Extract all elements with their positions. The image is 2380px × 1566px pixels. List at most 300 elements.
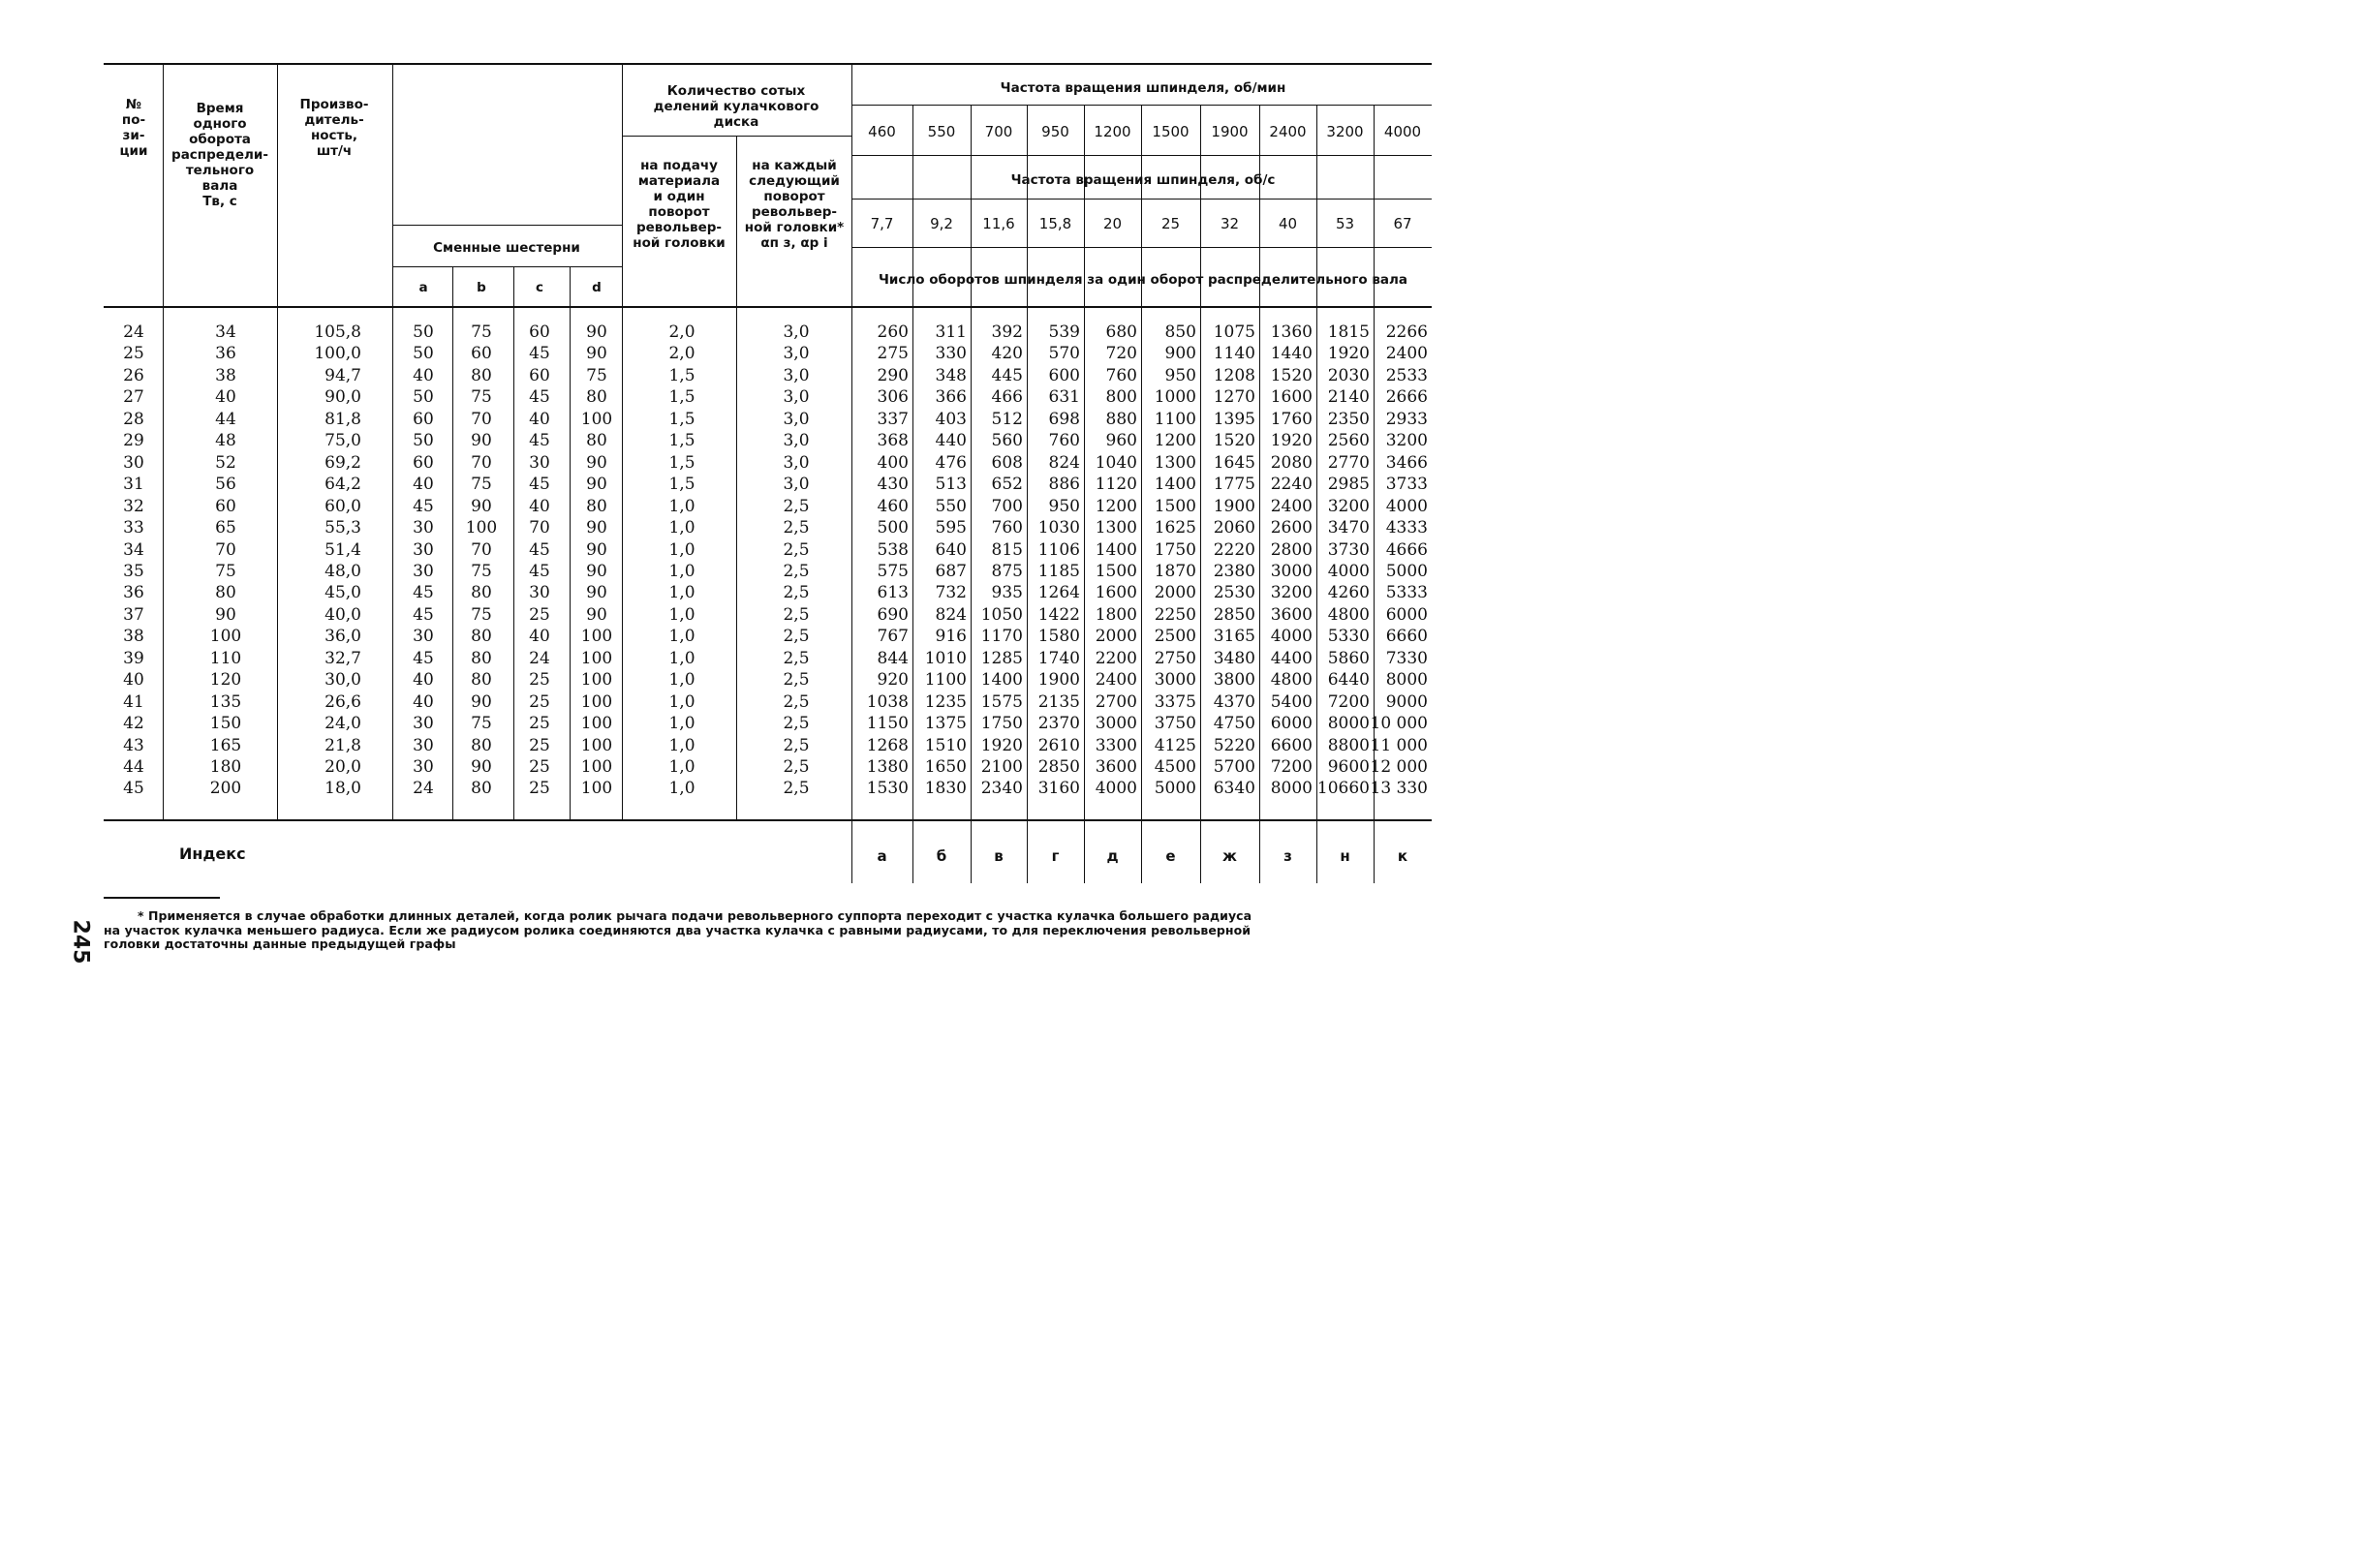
cell-spindle-revs: 1920 — [1327, 344, 1370, 364]
cell-e: 3,0 — [783, 365, 810, 385]
cell-spindle-revs: 1870 — [1154, 561, 1196, 581]
rps-value: 40 — [1278, 215, 1298, 232]
cell-c: 25 — [529, 604, 550, 625]
cell-spindle-revs: 1510 — [924, 735, 967, 755]
cell-a: 30 — [413, 539, 434, 560]
cell-p: 36,0 — [325, 627, 361, 647]
cell-b: 60 — [471, 344, 492, 364]
cell-spindle-revs: 348 — [935, 365, 967, 385]
cell-spindle-revs: 4000 — [1270, 627, 1313, 647]
cell-e: 2,5 — [783, 518, 810, 538]
cell-spindle-revs: 1500 — [1154, 496, 1196, 516]
cell-f: 1,5 — [668, 431, 695, 451]
cell-d: 100 — [580, 735, 613, 755]
cell-spindle-revs: 2530 — [1213, 583, 1255, 603]
cell-spindle-revs: 1200 — [1095, 496, 1137, 516]
cell-d: 90 — [586, 561, 607, 581]
cell-spindle-revs: 3600 — [1270, 604, 1313, 625]
cell-p: 30,0 — [325, 670, 361, 691]
cell-spindle-revs: 1830 — [924, 779, 967, 799]
cell-f: 1,0 — [668, 627, 695, 647]
cell-a: 24 — [413, 779, 434, 799]
cell-spindle-revs: 3480 — [1213, 648, 1255, 668]
cell-b: 90 — [471, 496, 492, 516]
cell-spindle-revs: 6000 — [1385, 604, 1428, 625]
cell-d: 90 — [586, 583, 607, 603]
cell-e: 2,5 — [783, 561, 810, 581]
cell-spindle-revs: 290 — [877, 365, 909, 385]
cell-b: 80 — [471, 583, 492, 603]
cell-spindle-revs: 824 — [1048, 452, 1080, 473]
cell-b: 70 — [471, 539, 492, 560]
cell-spindle-revs: 1395 — [1213, 409, 1255, 429]
cell-spindle-revs: 4125 — [1154, 735, 1196, 755]
cell-spindle-revs: 2370 — [1037, 714, 1080, 734]
cell-a: 30 — [413, 561, 434, 581]
cell-spindle-revs: 8800 — [1327, 735, 1370, 755]
cell-b: 70 — [471, 452, 492, 473]
cell-e: 3,0 — [783, 344, 810, 364]
cell-spindle-revs: 1900 — [1213, 496, 1255, 516]
cell-t: 150 — [209, 714, 242, 734]
cell-spindle-revs: 950 — [1164, 365, 1196, 385]
cell-p: 69,2 — [325, 452, 361, 473]
cell-t: 100 — [209, 627, 242, 647]
cell-n: 39 — [123, 648, 144, 668]
cell-t: 36 — [215, 344, 236, 364]
cell-p: 45,0 — [325, 583, 361, 603]
rps-value: 15,8 — [1038, 215, 1072, 232]
cell-spindle-revs: 1625 — [1154, 518, 1196, 538]
cell-f: 1,0 — [668, 779, 695, 799]
index-label: Индекс — [179, 844, 246, 863]
cell-e: 2,5 — [783, 714, 810, 734]
cell-spindle-revs: 3750 — [1154, 714, 1196, 734]
cell-spindle-revs: 3165 — [1213, 627, 1255, 647]
cell-spindle-revs: 1360 — [1270, 322, 1313, 342]
cell-n: 28 — [123, 409, 144, 429]
header-cam-each: на каждый следующий поворот револьвер- ной головки* αп з, αр і — [744, 158, 845, 251]
cell-spindle-revs: 9000 — [1385, 691, 1428, 712]
cell-n: 27 — [123, 387, 144, 408]
cell-spindle-revs: 7330 — [1385, 648, 1428, 668]
cell-spindle-revs: 13 330 — [1370, 779, 1428, 799]
cell-n: 33 — [123, 518, 144, 538]
cell-spindle-revs: 3600 — [1095, 757, 1137, 777]
cell-f: 1,0 — [668, 604, 695, 625]
rpm-value: 1900 — [1211, 123, 1249, 140]
index-column-rule — [971, 819, 972, 883]
cell-spindle-revs: 1208 — [1213, 365, 1255, 385]
cell-spindle-revs: 1264 — [1037, 583, 1080, 603]
header-cam-feed: на подачу материала и один поворот револьвер- ной головки — [633, 158, 726, 251]
header-bottom-rule — [104, 306, 1432, 308]
cell-c: 70 — [529, 518, 550, 538]
cell-spindle-revs: 1750 — [1154, 539, 1196, 560]
cell-spindle-revs: 2000 — [1154, 583, 1196, 603]
cell-spindle-revs: 2220 — [1213, 539, 1255, 560]
cell-d: 100 — [580, 714, 613, 734]
cell-spindle-revs: 4800 — [1270, 670, 1313, 691]
cell-f: 2,0 — [668, 344, 695, 364]
cell-p: 75,0 — [325, 431, 361, 451]
index-column-rule — [1316, 819, 1317, 883]
cell-p: 64,2 — [325, 475, 361, 495]
cell-spindle-revs: 1400 — [980, 670, 1023, 691]
cell-spindle-revs: 2600 — [1270, 518, 1313, 538]
index-column-rule — [1259, 819, 1260, 883]
cell-spindle-revs: 3000 — [1270, 561, 1313, 581]
cell-spindle-revs: 476 — [935, 452, 967, 473]
cell-spindle-revs: 8000 — [1385, 670, 1428, 691]
footnote-line: головки достаточны данные предыдущей графы — [104, 937, 456, 951]
cell-spindle-revs: 2750 — [1154, 648, 1196, 668]
cell-spindle-revs: 2340 — [980, 779, 1023, 799]
cell-e: 2,5 — [783, 539, 810, 560]
cell-spindle-revs: 1268 — [866, 735, 909, 755]
cell-spindle-revs: 1600 — [1270, 387, 1313, 408]
cell-spindle-revs: 440 — [935, 431, 967, 451]
cell-spindle-revs: 2533 — [1385, 365, 1428, 385]
cell-c: 25 — [529, 735, 550, 755]
cell-spindle-revs: 1100 — [924, 670, 967, 691]
cell-spindle-revs: 5330 — [1327, 627, 1370, 647]
cell-p: 90,0 — [325, 387, 361, 408]
rpm-value: 1200 — [1094, 123, 1131, 140]
cell-d: 80 — [586, 387, 607, 408]
cell-spindle-revs: 512 — [991, 409, 1023, 429]
cell-spindle-revs: 960 — [1105, 431, 1137, 451]
cell-spindle-revs: 2770 — [1327, 452, 1370, 473]
cell-spindle-revs: 1140 — [1213, 344, 1255, 364]
footnote-line: на участок кулачка меньшего радиуса. Если же радиусом ролика соединяются два участка кулачка с равными радиусами, то для переключения револьверной — [104, 922, 1252, 937]
cell-n: 38 — [123, 627, 144, 647]
header-gear-d: d — [592, 280, 602, 295]
header-gear-c: c — [535, 280, 543, 295]
cell-spindle-revs: 10660 — [1316, 779, 1370, 799]
cell-f: 1,5 — [668, 452, 695, 473]
cell-spindle-revs: 5000 — [1385, 561, 1428, 581]
cell-spindle-revs: 3200 — [1385, 431, 1428, 451]
cell-spindle-revs: 2985 — [1327, 475, 1370, 495]
cell-spindle-revs: 608 — [991, 452, 1023, 473]
cell-spindle-revs: 1440 — [1270, 344, 1313, 364]
cell-spindle-revs: 1300 — [1095, 518, 1137, 538]
cell-spindle-revs: 1106 — [1037, 539, 1080, 560]
cell-a: 50 — [413, 322, 434, 342]
cell-a: 50 — [413, 387, 434, 408]
cell-spindle-revs: 3375 — [1154, 691, 1196, 712]
cell-spindle-revs: 4000 — [1095, 779, 1137, 799]
cell-b: 75 — [471, 322, 492, 342]
cell-f: 1,5 — [668, 409, 695, 429]
cell-p: 20,0 — [325, 757, 361, 777]
cell-spindle-revs: 403 — [935, 409, 967, 429]
cell-spindle-revs: 1030 — [1037, 518, 1080, 538]
cell-spindle-revs: 2500 — [1154, 627, 1196, 647]
cell-spindle-revs: 4666 — [1385, 539, 1428, 560]
cell-spindle-revs: 631 — [1048, 387, 1080, 408]
index-column-rule — [1084, 819, 1085, 883]
header-change-gears: Сменные шестерни — [433, 240, 580, 256]
cell-e: 2,5 — [783, 691, 810, 712]
cell-t: 75 — [215, 561, 236, 581]
cell-spindle-revs: 1170 — [980, 627, 1023, 647]
cell-p: 32,7 — [325, 648, 361, 668]
cell-f: 1,0 — [668, 691, 695, 712]
cell-spindle-revs: 700 — [991, 496, 1023, 516]
cell-n: 37 — [123, 604, 144, 625]
cell-spindle-revs: 652 — [991, 475, 1023, 495]
cell-spindle-revs: 815 — [991, 539, 1023, 560]
header-cam-divisions: Количество сотых делений кулачкового диска — [653, 83, 819, 130]
cell-spindle-revs: 3466 — [1385, 452, 1428, 473]
cell-spindle-revs: 6660 — [1385, 627, 1428, 647]
rps-value: 53 — [1335, 215, 1355, 232]
rps-value: 67 — [1393, 215, 1412, 232]
cell-n: 24 — [123, 322, 144, 342]
cell-spindle-revs: 538 — [877, 539, 909, 560]
rps-value: 32 — [1220, 215, 1240, 232]
cell-b: 75 — [471, 475, 492, 495]
cell-e: 3,0 — [783, 475, 810, 495]
cell-spindle-revs: 2400 — [1270, 496, 1313, 516]
cell-spindle-revs: 5000 — [1154, 779, 1196, 799]
cell-spindle-revs: 8000 — [1270, 779, 1313, 799]
index-column-rule — [1141, 819, 1142, 883]
cell-c: 25 — [529, 779, 550, 799]
cell-f: 1,0 — [668, 735, 695, 755]
cell-spindle-revs: 3470 — [1327, 518, 1370, 538]
cell-t: 165 — [209, 735, 242, 755]
cell-spindle-revs: 613 — [877, 583, 909, 603]
cell-spindle-revs: 1235 — [924, 691, 967, 712]
cell-n: 36 — [123, 583, 144, 603]
cell-d: 80 — [586, 496, 607, 516]
cell-a: 60 — [413, 409, 434, 429]
cell-spindle-revs: 1300 — [1154, 452, 1196, 473]
cell-spindle-revs: 2080 — [1270, 452, 1313, 473]
cell-a: 40 — [413, 691, 434, 712]
cell-spindle-revs: 1580 — [1037, 627, 1080, 647]
header-cycle-time: Время одного оборота распредели- тельного вала Tв, с — [171, 101, 268, 209]
header-rps-title: Частота вращения шпинделя, об/с — [1010, 172, 1276, 188]
cell-spindle-revs: 4400 — [1270, 648, 1313, 668]
cell-spindle-revs: 1800 — [1095, 604, 1137, 625]
index-letter: з — [1283, 847, 1292, 865]
cell-spindle-revs: 1285 — [980, 648, 1023, 668]
cell-c: 45 — [529, 475, 550, 495]
cell-c: 25 — [529, 691, 550, 712]
cell-c: 60 — [529, 365, 550, 385]
header-gear-a: a — [418, 280, 428, 295]
cell-c: 30 — [529, 583, 550, 603]
cell-p: 24,0 — [325, 714, 361, 734]
cell-e: 3,0 — [783, 452, 810, 473]
cell-t: 48 — [215, 431, 236, 451]
cell-t: 52 — [215, 452, 236, 473]
cell-b: 80 — [471, 735, 492, 755]
cell-n: 29 — [123, 431, 144, 451]
cell-n: 30 — [123, 452, 144, 473]
cell-p: 100,0 — [314, 344, 361, 364]
cell-spindle-revs: 5400 — [1270, 691, 1313, 712]
cell-spindle-revs: 1500 — [1095, 561, 1137, 581]
cell-spindle-revs: 6340 — [1213, 779, 1255, 799]
cell-spindle-revs: 392 — [991, 322, 1023, 342]
cell-t: 65 — [215, 518, 236, 538]
cell-spindle-revs: 1520 — [1213, 431, 1255, 451]
cell-spindle-revs: 2030 — [1327, 365, 1370, 385]
cell-b: 80 — [471, 365, 492, 385]
cell-spindle-revs: 5700 — [1213, 757, 1255, 777]
cell-a: 45 — [413, 604, 434, 625]
cell-spindle-revs: 1775 — [1213, 475, 1255, 495]
index-column-rule — [1374, 819, 1375, 883]
cell-c: 25 — [529, 714, 550, 734]
cell-d: 90 — [586, 518, 607, 538]
cell-a: 50 — [413, 344, 434, 364]
cell-spindle-revs: 3200 — [1270, 583, 1313, 603]
cell-p: 26,6 — [325, 691, 361, 712]
cell-spindle-revs: 1520 — [1270, 365, 1313, 385]
cell-spindle-revs: 916 — [935, 627, 967, 647]
cell-t: 40 — [215, 387, 236, 408]
cell-spindle-revs: 460 — [877, 496, 909, 516]
cell-spindle-revs: 800 — [1105, 387, 1137, 408]
cell-spindle-revs: 2400 — [1095, 670, 1137, 691]
cell-d: 90 — [586, 475, 607, 495]
cell-spindle-revs: 3000 — [1095, 714, 1137, 734]
cell-spindle-revs: 680 — [1105, 322, 1137, 342]
cell-spindle-revs: 1010 — [924, 648, 967, 668]
cell-spindle-revs: 311 — [935, 322, 967, 342]
cell-spindle-revs: 368 — [877, 431, 909, 451]
cell-spindle-revs: 600 — [1048, 365, 1080, 385]
cell-d: 100 — [580, 691, 613, 712]
cell-d: 100 — [580, 648, 613, 668]
cell-spindle-revs: 330 — [935, 344, 967, 364]
cell-d: 80 — [586, 431, 607, 451]
rpm-value: 1500 — [1152, 123, 1190, 140]
cell-e: 3,0 — [783, 409, 810, 429]
cell-spindle-revs: 760 — [1048, 431, 1080, 451]
cell-spindle-revs: 3300 — [1095, 735, 1137, 755]
cell-a: 50 — [413, 431, 434, 451]
cell-spindle-revs: 3730 — [1327, 539, 1370, 560]
cell-p: 60,0 — [325, 496, 361, 516]
cell-p: 18,0 — [325, 779, 361, 799]
rps-value: 11,6 — [982, 215, 1015, 232]
cell-e: 2,5 — [783, 604, 810, 625]
cell-n: 35 — [123, 561, 144, 581]
cell-p: 21,8 — [325, 735, 361, 755]
cell-spindle-revs: 2850 — [1037, 757, 1080, 777]
cell-b: 75 — [471, 387, 492, 408]
cell-c: 45 — [529, 539, 550, 560]
cell-spindle-revs: 880 — [1105, 409, 1137, 429]
cell-spindle-revs: 1750 — [980, 714, 1023, 734]
cell-f: 1,0 — [668, 518, 695, 538]
cell-spindle-revs: 2850 — [1213, 604, 1255, 625]
cell-d: 100 — [580, 409, 613, 429]
rps-value: 9,2 — [930, 215, 953, 232]
cell-b: 90 — [471, 757, 492, 777]
cell-spindle-revs: 2350 — [1327, 409, 1370, 429]
index-letter: б — [936, 847, 947, 865]
cell-d: 100 — [580, 670, 613, 691]
cell-d: 90 — [586, 344, 607, 364]
index-column-rule — [912, 819, 913, 883]
rpm-value: 460 — [868, 123, 896, 140]
cell-spindle-revs: 4500 — [1154, 757, 1196, 777]
cell-a: 30 — [413, 714, 434, 734]
cell-f: 1,5 — [668, 475, 695, 495]
index-letter: н — [1340, 847, 1350, 865]
cell-spindle-revs: 539 — [1048, 322, 1080, 342]
index-column-rule — [1200, 819, 1201, 883]
cell-spindle-revs: 550 — [935, 496, 967, 516]
cell-f: 1,5 — [668, 387, 695, 408]
rps-value: 7,7 — [870, 215, 894, 232]
cell-t: 110 — [209, 648, 242, 668]
cell-d: 90 — [586, 604, 607, 625]
cell-spindle-revs: 2100 — [980, 757, 1023, 777]
cell-c: 45 — [529, 431, 550, 451]
cell-spindle-revs: 3200 — [1327, 496, 1370, 516]
cell-spindle-revs: 1530 — [866, 779, 909, 799]
cell-spindle-revs: 466 — [991, 387, 1023, 408]
cell-e: 2,5 — [783, 583, 810, 603]
cell-spindle-revs: 2380 — [1213, 561, 1255, 581]
cell-c: 30 — [529, 452, 550, 473]
footnote-line: * Применяется в случае обработки длинных деталей, когда ролик рычага подачи револьверного суппорта переходит с участка кулачка большего радиуса — [138, 908, 1252, 923]
index-letter: к — [1397, 847, 1408, 865]
cell-spindle-revs: 2000 — [1095, 627, 1137, 647]
header-rev-title: Число оборотов шпинделя за один оборот распределительного вала — [878, 272, 1408, 288]
header-rpm-title: Частота вращения шпинделя, об/мин — [1000, 80, 1286, 96]
cell-t: 56 — [215, 475, 236, 495]
cell-spindle-revs: 595 — [935, 518, 967, 538]
cell-spindle-revs: 2400 — [1385, 344, 1428, 364]
cell-spindle-revs: 2560 — [1327, 431, 1370, 451]
cell-spindle-revs: 366 — [935, 387, 967, 408]
cell-spindle-revs: 1000 — [1154, 387, 1196, 408]
cell-t: 120 — [209, 670, 242, 691]
cell-spindle-revs: 1100 — [1154, 409, 1196, 429]
index-letter: г — [1051, 847, 1060, 865]
cell-spindle-revs: 935 — [991, 583, 1023, 603]
cell-spindle-revs: 1270 — [1213, 387, 1255, 408]
cell-n: 34 — [123, 539, 144, 560]
cell-spindle-revs: 760 — [991, 518, 1023, 538]
cell-spindle-revs: 2610 — [1037, 735, 1080, 755]
gears-title-rule-top — [392, 225, 622, 226]
cell-b: 90 — [471, 691, 492, 712]
cell-spindle-revs: 2140 — [1327, 387, 1370, 408]
cell-spindle-revs: 6600 — [1270, 735, 1313, 755]
rpm-value: 2400 — [1269, 123, 1307, 140]
cell-f: 1,0 — [668, 496, 695, 516]
cell-f: 2,0 — [668, 322, 695, 342]
cell-c: 40 — [529, 627, 550, 647]
cell-spindle-revs: 1150 — [866, 714, 909, 734]
index-letter: ж — [1222, 847, 1237, 865]
cell-n: 31 — [123, 475, 144, 495]
cell-spindle-revs: 1920 — [980, 735, 1023, 755]
cell-spindle-revs: 5860 — [1327, 648, 1370, 668]
cell-spindle-revs: 2933 — [1385, 409, 1428, 429]
